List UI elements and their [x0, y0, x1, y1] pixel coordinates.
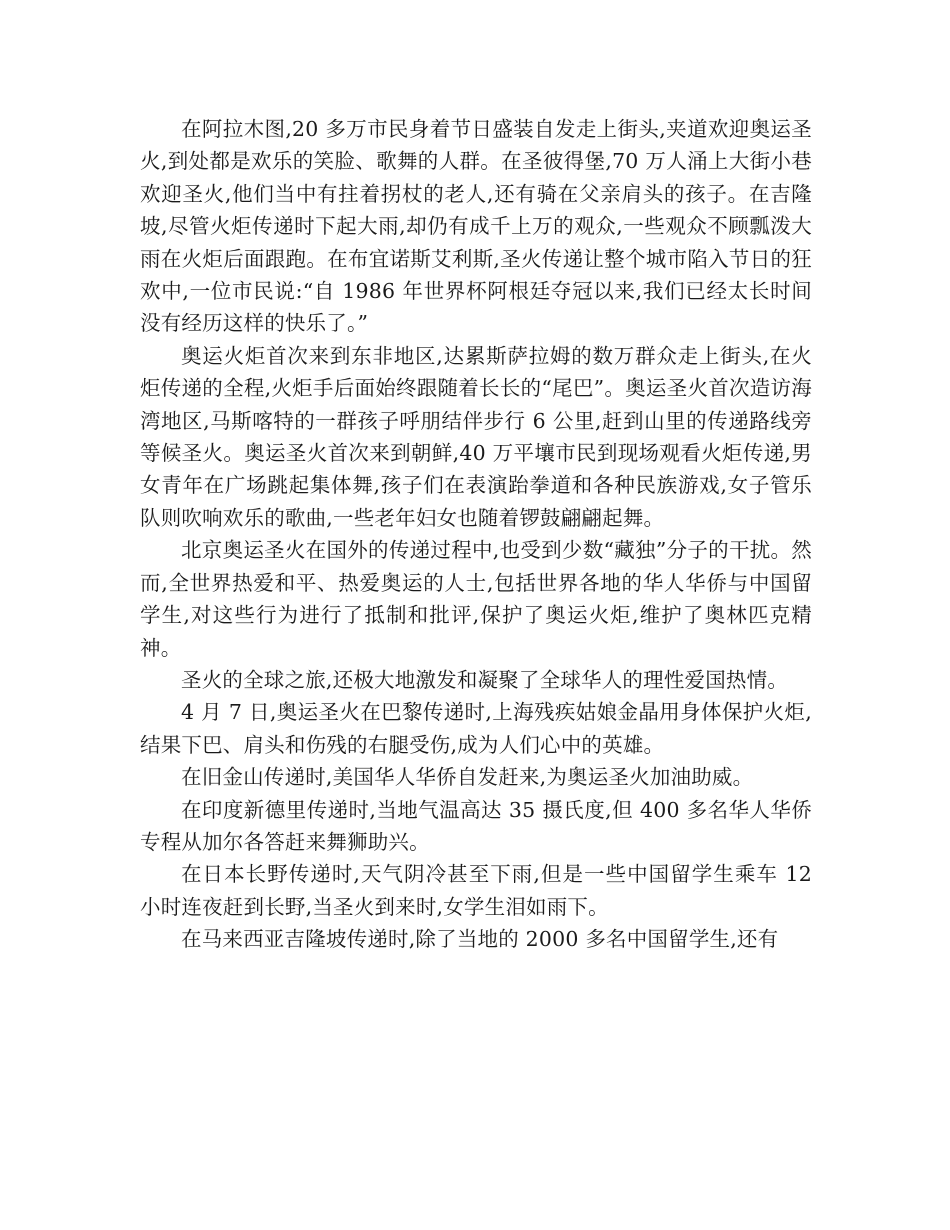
paragraph-patriotism: 圣火的全球之旅,还极大地激发和凝聚了全球华人的理性爱国热情。	[181, 667, 789, 692]
paragraph-almaty-stpetersburg: 在阿拉木图,20 多万市民身着节日盛装自发走上街头,夹道欢迎奥运圣火,到处都是欢乐的笑脸、歌舞的人群。在圣彼得堡,70 万人涌上大街小巷欢迎圣火,他们当中有拄着拐杖的老人,还有骑在父亲肩头的孩子。在吉隆坡,尽管火炬传递时下起大雨,却仍有成千上万的观众,一些观众不顾瓢泼大雨在火炬后面跟跑。在布宜诺斯艾利斯,圣火传递让整个城市陷入节日的狂欢中,一位市民说:“自 1986 年世界杯阿根廷夺冠以来,我们已经太长时间没有经历这样的快乐了。”	[140, 117, 812, 336]
paragraph-san-francisco: 在旧金山传递时,美国华人华侨自发赶来,为奥运圣火加油助威。	[181, 765, 754, 790]
paragraph-paris: 4 月 7 日,奥运圣火在巴黎传递时,上海残疾姑娘金晶用身体保护火炬,结果下巴、肩头和伤残的右腿受伤,成为人们心中的英雄。	[140, 700, 812, 757]
paragraph-kuala-lumpur: 在马来西亚吉隆坡传递时,除了当地的 2000 多名中国留学生,还有	[181, 927, 779, 952]
paragraph-east-africa-gulf-korea: 奥运火炬首次来到东非地区,达累斯萨拉姆的数万群众走上街头,在火炬传递的全程,火炬手后面始终跟随着长长的“尾巴”。奥运圣火首次造访海湾地区,马斯喀特的一群孩子呼朋结伴步行 6 公里,赶到山里的传递路线旁等候圣火。奥运圣火首次来到朝鲜,40 万平壤市民到现场观看火炬传递,男女青年在广场跳起集体舞,孩子们在表演跆拳道和各种民族游戏,女子管乐队则吹响欢乐的歌曲,一些老年妇女也随着锣鼓翩翩起舞。	[140, 343, 812, 530]
document-body	[140, 113, 812, 956]
paragraph-nagano: 在日本长野传递时,天气阴冷甚至下雨,但是一些中国留学生乘车 12 小时连夜赶到长野,当圣火到来时,女学生泪如雨下。	[140, 862, 812, 919]
paragraph-interference: 北京奥运圣火在国外的传递过程中,也受到少数“藏独”分子的干扰。然而,全世界热爱和平、热爱奥运的人士,包括世界各地的华人华侨与中国留学生,对这些行为进行了抵制和批评,保护了奥运火炬,维护了奥林匹克精神。	[140, 538, 812, 660]
paragraph-new-delhi: 在印度新德里传递时,当地气温高达 35 摄氏度,但 400 多名华人华侨专程从加尔各答赶来舞狮助兴。	[140, 797, 812, 854]
